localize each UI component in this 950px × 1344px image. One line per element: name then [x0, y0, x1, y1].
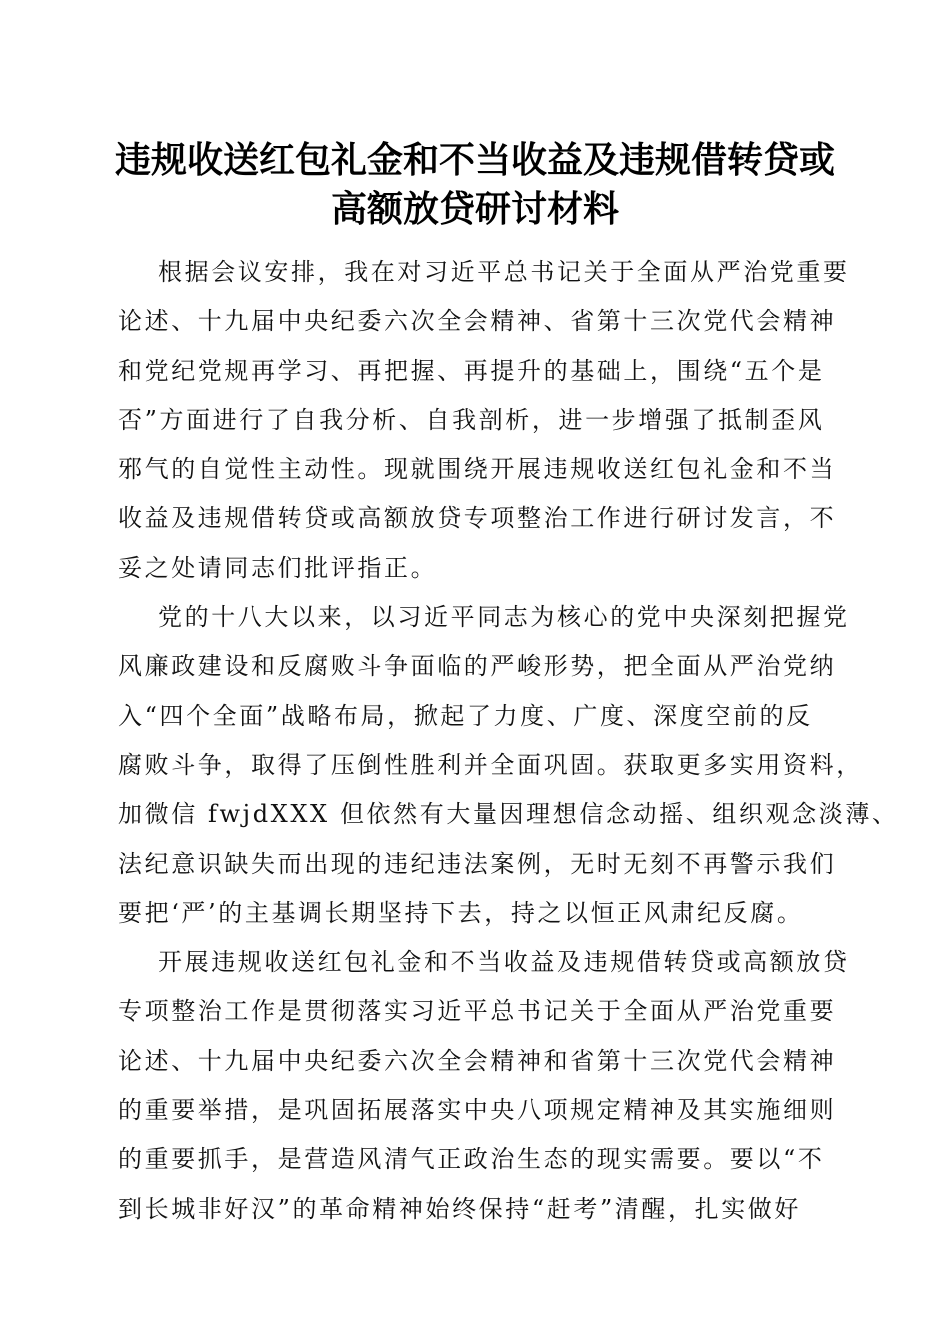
paragraph-3 [118, 938, 850, 1234]
text-line: 的重要举措，是巩固拓展落实中央八项规定精神及其实施细则 [118, 1096, 837, 1125]
text-line: 论述、十九届中央纪委六次全会精神和省第十三次党代会精神 [118, 1046, 837, 1075]
text-line: 开展违规收送红包礼金和不当收益及违规借转贷或高额放贷 [158, 948, 850, 977]
text-line: 和党纪党规再学习、再把握、再提升的基础上，围绕“五个是 [118, 356, 825, 385]
document-title-line-2: 高额放贷研讨材料 [330, 188, 619, 230]
text-line: 加微信 fwjdXXX 但依然有大量因理想信念动摇、组织观念淡薄、 [118, 800, 899, 829]
text-line: 专项整治工作是贯彻落实习近平总书记关于全面从严治党重要 [118, 997, 837, 1026]
document-title-line-1: 违规收送红包礼金和不当收益及违规借转贷或 [114, 139, 835, 181]
text-line: 到长城非好汉”的革命精神始终保持“赶考”清醒，扎实做好 [118, 1194, 802, 1223]
text-line: 风廉政建设和反腐败斗争面临的严峻形势，把全面从严治党纳 [118, 652, 837, 681]
text-line: 腐败斗争，取得了压倒性胜利并全面巩固。获取更多实用资料， [118, 750, 863, 779]
text-line: 否”方面进行了自我分析、自我剖析，进一步增强了抵制歪风 [118, 405, 825, 434]
text-line: 要把‘严’的主基调长期坚持下去，持之以恒正风肃纪反腐。 [118, 898, 804, 927]
text-line: 入“四个全面”战略布局，掀起了力度、广度、深度空前的反 [118, 701, 813, 730]
text-line: 根据会议安排，我在对习近平总书记关于全面从严治党重要 [158, 258, 850, 286]
text-line: 党的十八大以来，以习近平同志为核心的党中央深刻把握党 [158, 603, 850, 632]
text-line: 论述、十九届中央纪委六次全会精神、省第十三次党代会精神 [118, 307, 837, 336]
text-line: 妥之处请同志们批评指正。 [118, 553, 438, 582]
text-line: 收益及违规借转贷或高额放贷专项整治工作进行研讨发言，不 [118, 504, 837, 533]
text-line: 邪气的自觉性主动性。现就围绕开展违规收送红包礼金和不当 [118, 455, 837, 484]
document-body [118, 248, 899, 1234]
paragraph-2 [118, 593, 899, 938]
paragraph-1 [118, 248, 850, 593]
text-line: 法纪意识缺失而出现的违纪违法案例，无时无刻不再警示我们 [118, 849, 837, 878]
text-line: 的重要抓手，是营造风清气正政治生态的现实需要。要以“不 [118, 1145, 825, 1174]
